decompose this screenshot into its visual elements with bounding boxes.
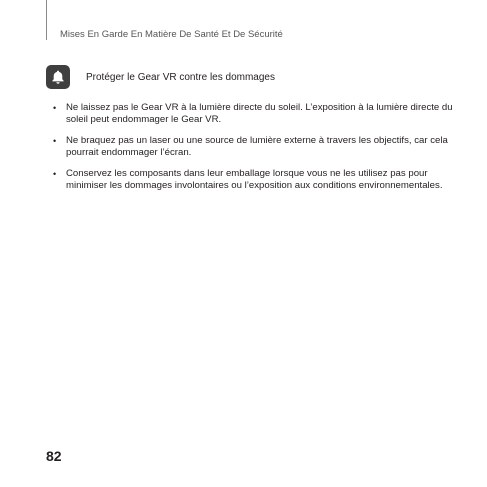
list-item-text: Ne braquez pas un laser ou une source de lumière externe à travers les objectifs, car cela pourrait endommager l’écran. xyxy=(66,134,448,159)
list-item xyxy=(53,168,453,193)
page-number: 82 xyxy=(46,448,62,464)
bullet-marker: • xyxy=(53,135,57,146)
section-title: Protéger le Gear VR contre les dommages xyxy=(86,71,275,83)
bell-icon xyxy=(46,65,70,89)
list-item xyxy=(53,102,453,127)
section-heading xyxy=(46,65,275,89)
bullet-marker: • xyxy=(53,168,57,179)
list-item-text: Conservez les composants dans leur emballage lorsque vous ne les utilisez pas pour minimiser les dommages involontaires ou l’exposition aux conditions environnementales. xyxy=(66,167,443,192)
header-divider-rule xyxy=(46,0,47,40)
running-header: Mises En Garde En Matière De Santé Et De Sécurité xyxy=(60,29,283,40)
list-item xyxy=(53,135,453,160)
bullet-list xyxy=(53,102,453,200)
list-item-text: Ne laissez pas le Gear VR à la lumière directe du soleil. L’exposition à la lumière directe du soleil peut endommager le Gear VR. xyxy=(66,102,453,126)
bullet-marker: • xyxy=(53,103,57,113)
